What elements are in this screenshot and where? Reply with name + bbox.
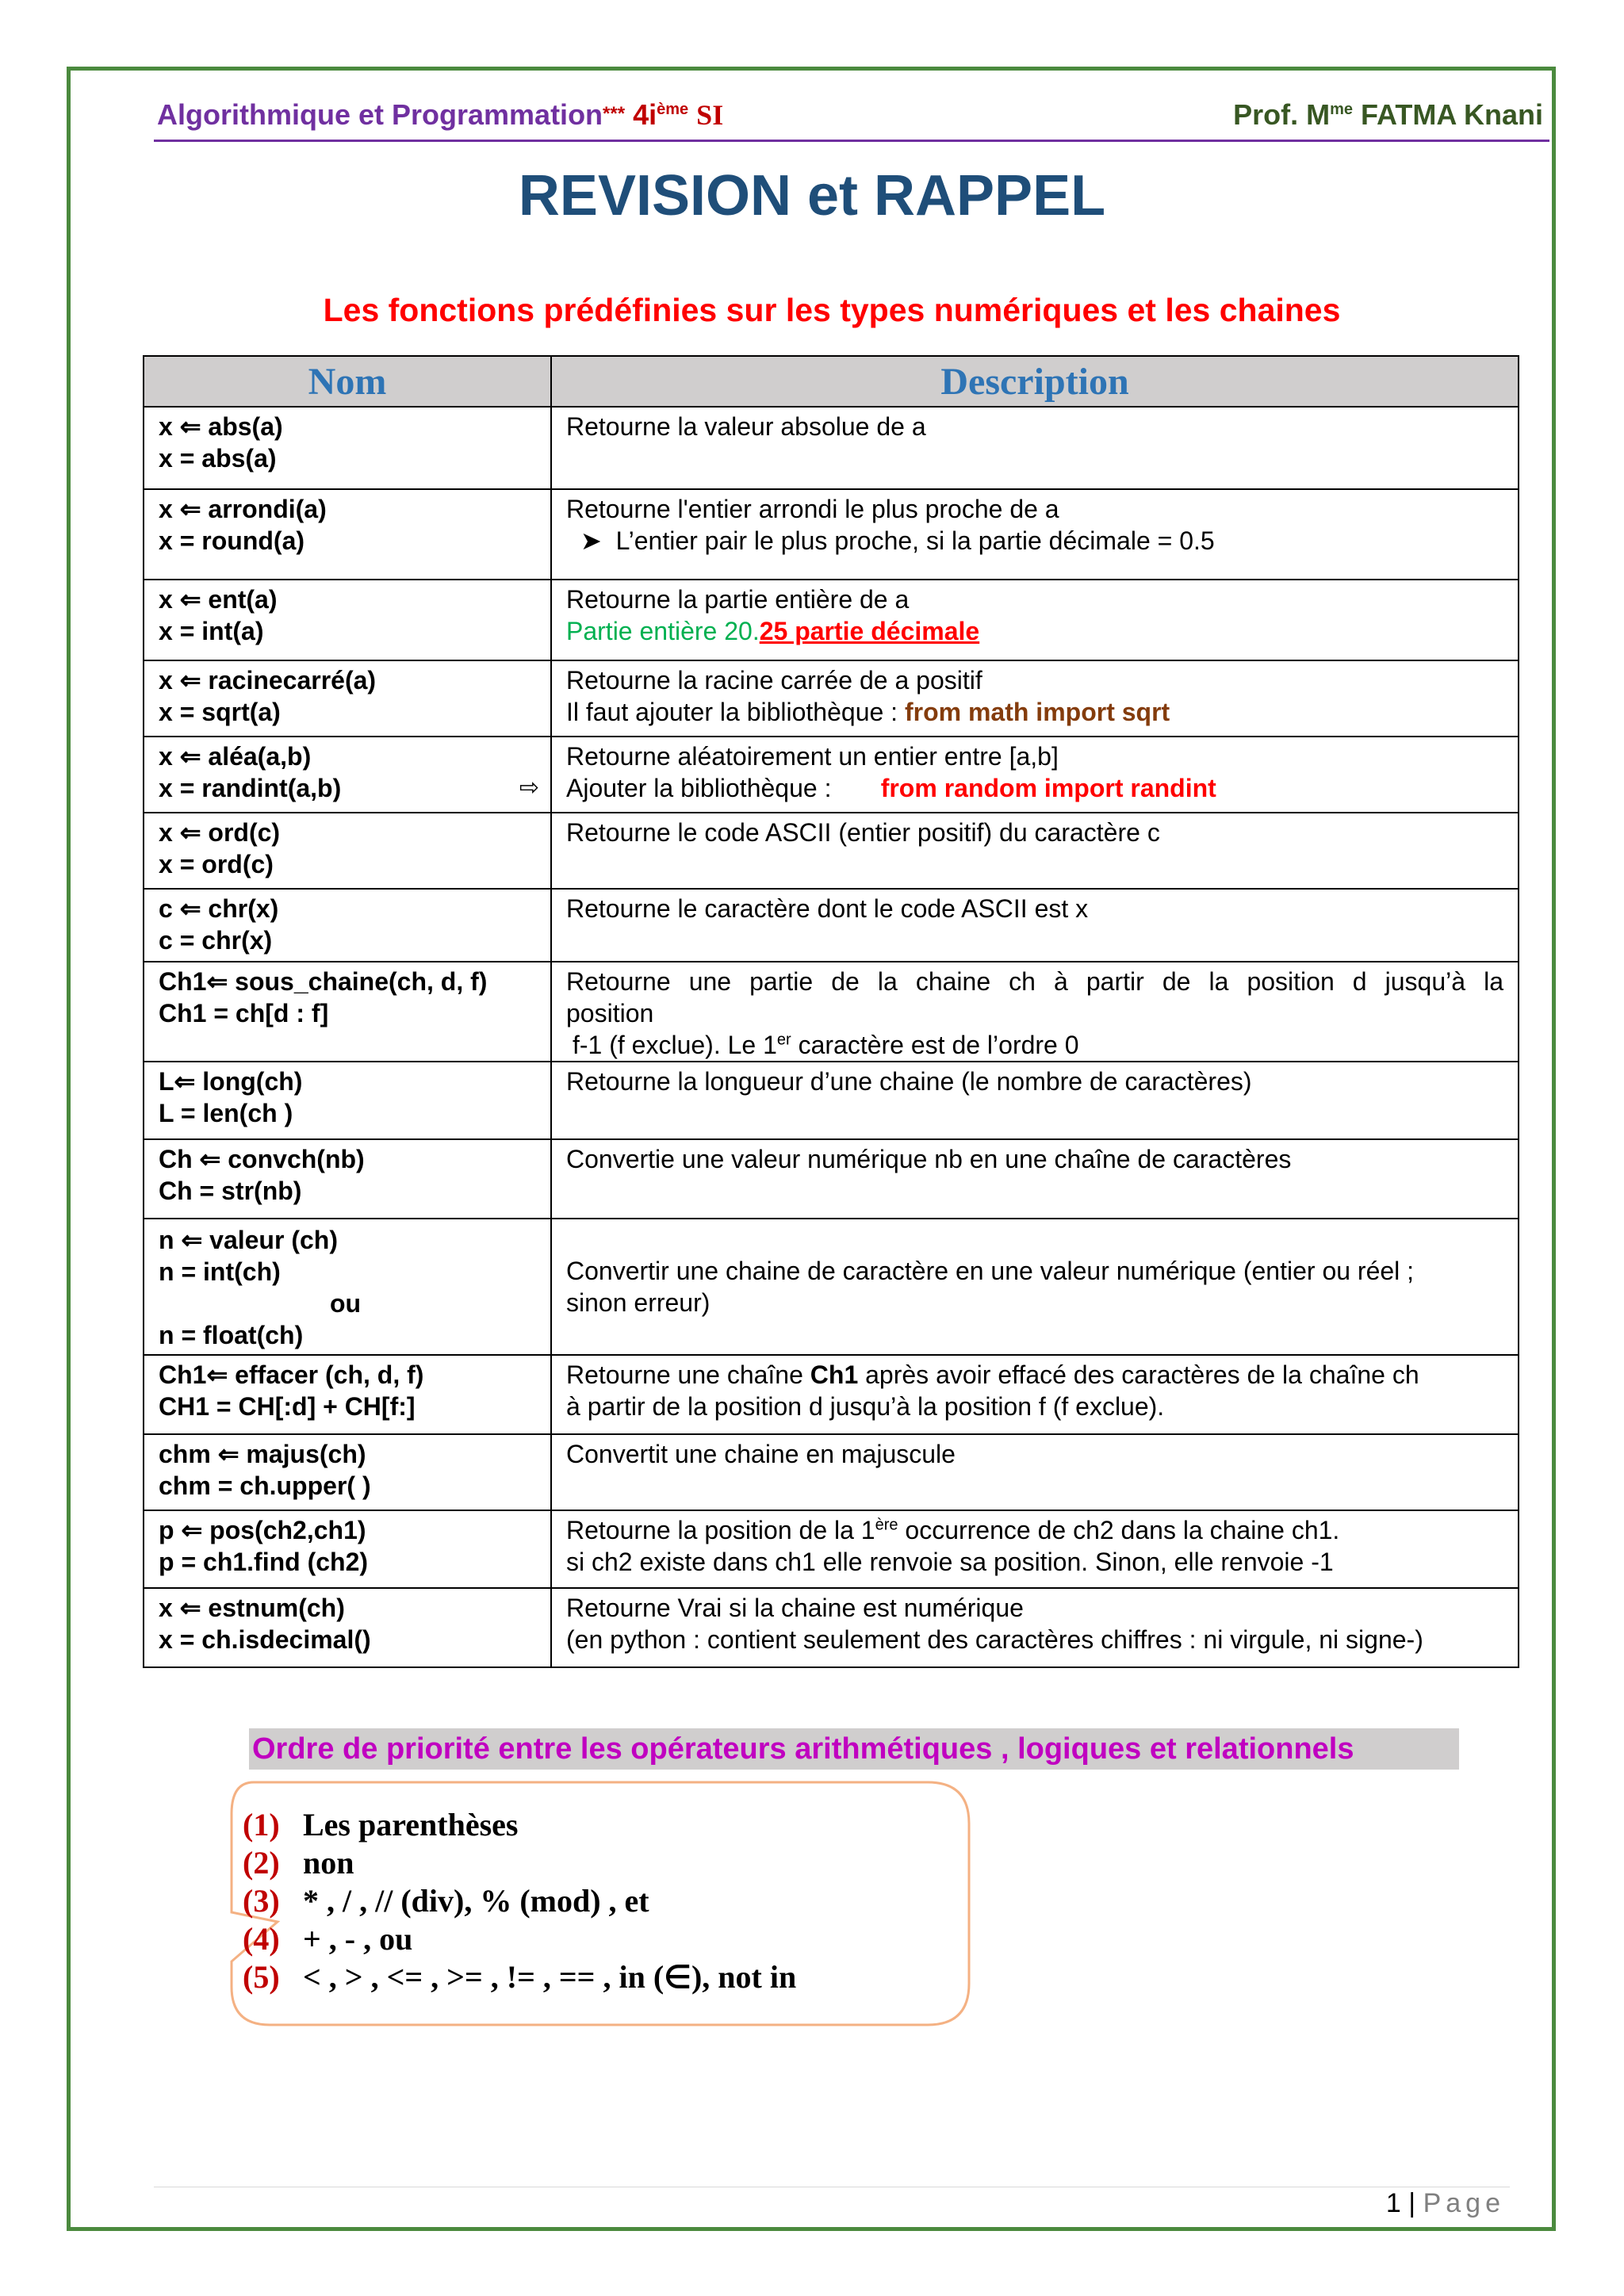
- table-row: chm ⇐ majus(ch) chm = ch.upper( ) Convertit une chaine en majuscule: [144, 1434, 1519, 1510]
- col-header-nom: Nom: [144, 356, 551, 407]
- table-row: L⇐ long(ch) L = len(ch ) Retourne la longueur d’une chaine (le nombre de caractères): [144, 1062, 1519, 1139]
- priority-list: [243, 1806, 796, 1996]
- priority-title: Ordre de priorité entre les opérateurs arithmétiques , logiques et relationnels: [249, 1728, 1459, 1770]
- page-title: REVISION et RAPPEL: [518, 164, 1106, 228]
- header-professor: Prof. $M^{me}$ FATMA Knani: [1233, 98, 1543, 131]
- list-item: (1) Les parenthèses: [243, 1807, 519, 1843]
- table-row: n ⇐ valeur (ch) n = int(ch) ou n = float(ch) Convertir une chaine de caractère en une valeur numérique (entier ou réel ; sinon erreur): [144, 1219, 1519, 1355]
- right-arrow-icon: ⇨: [519, 775, 539, 801]
- table-row: x ⇐ racinecarré(a) x = sqrt(a) Retourne la racine carrée de a positif Il faut ajouter la bibliothèque : from math import sqrt: [144, 660, 1519, 737]
- table-row: c ⇐ chr(x) c = chr(x) Retourne le caractère dont le code ASCII est x: [144, 889, 1519, 962]
- table-row: x ⇐ ord(c) x = ord(c) Retourne le code ASCII (entier positif) du caractère c: [144, 813, 1519, 889]
- table-row: x ⇐ estnum(ch) x = ch.isdecimal() Retourne Vrai si la chaine est numérique (en python : contient seulement des caractères chiffres : ni virgule, ni signe-): [144, 1588, 1519, 1667]
- table-header-row: [144, 356, 1519, 407]
- page-header: [154, 95, 1549, 142]
- table-row: x ⇐ abs(a) x = abs(a) Retourne la valeur absolue de a: [144, 407, 1519, 489]
- table-row: Ch ⇐ convch(nb) Ch = str(nb) Convertie une valeur numérique nb en une chaîne de caractères: [144, 1139, 1519, 1219]
- arrow-bullet-icon: ➤: [580, 526, 602, 555]
- list-item: (5) < , > , <= , >= , != , == , in (∈), not in: [243, 1959, 797, 1995]
- table-row: x ⇐ arrondi(a) x = round(a) Retourne l'entier arrondi le plus proche de a ➤ L’entier pair le plus proche, si la partie décimale = 0.5: [144, 489, 1519, 580]
- list-item: (3) * , / , // (div), % (mod) , et: [243, 1883, 649, 1919]
- col-header-description: Description: [551, 356, 1519, 407]
- page-footer: 1 | Page: [1385, 2188, 1505, 2218]
- section-title: Les fonctions prédéfinies sur les types numériques et les chaines: [323, 292, 1341, 328]
- table-row: x ⇐ ent(a) x = int(a) Retourne la partie entière de a Partie entière 20.25 partie décimale: [144, 580, 1519, 660]
- functions-table: [143, 355, 1519, 1668]
- table-row: x ⇐ aléa(a,b) x = randint(a,b) ⇨ Retourne aléatoirement un entier entre [a,b] Ajouter la bibliothèque : from random import randint: [144, 737, 1519, 813]
- table-row: p ⇐ pos(ch2,ch1) p = ch1.find (ch2) Retourne la position de la 1ère occurrence de ch2 dans la chaine ch1. si ch2 existe dans ch1 elle renvoie sa position. Sinon, elle renvoie -1: [144, 1510, 1519, 1588]
- header-subject: Algorithmique et Programmation*** $4i^{ème}$ SI: [157, 98, 724, 131]
- list-item: (4) + , - , ou: [243, 1921, 413, 1957]
- table-row: Ch1⇐ effacer (ch, d, f) CH1 = CH[:d] + CH[f:] Retourne une chaîne Ch1 après avoir effacé des caractères de la chaîne ch à partir de la position d jusqu’à la position f (f exclue).: [144, 1355, 1519, 1434]
- table-row: Ch1⇐ sous_chaine(ch, d, f) Ch1 = ch[d : f] Retourne une partie de la chaine ch à partir de la position d jusqu’à la position f-1 (f exclue). Le 1er caractère est de l’ordre 0: [144, 962, 1519, 1062]
- list-item: (2) non: [243, 1845, 354, 1881]
